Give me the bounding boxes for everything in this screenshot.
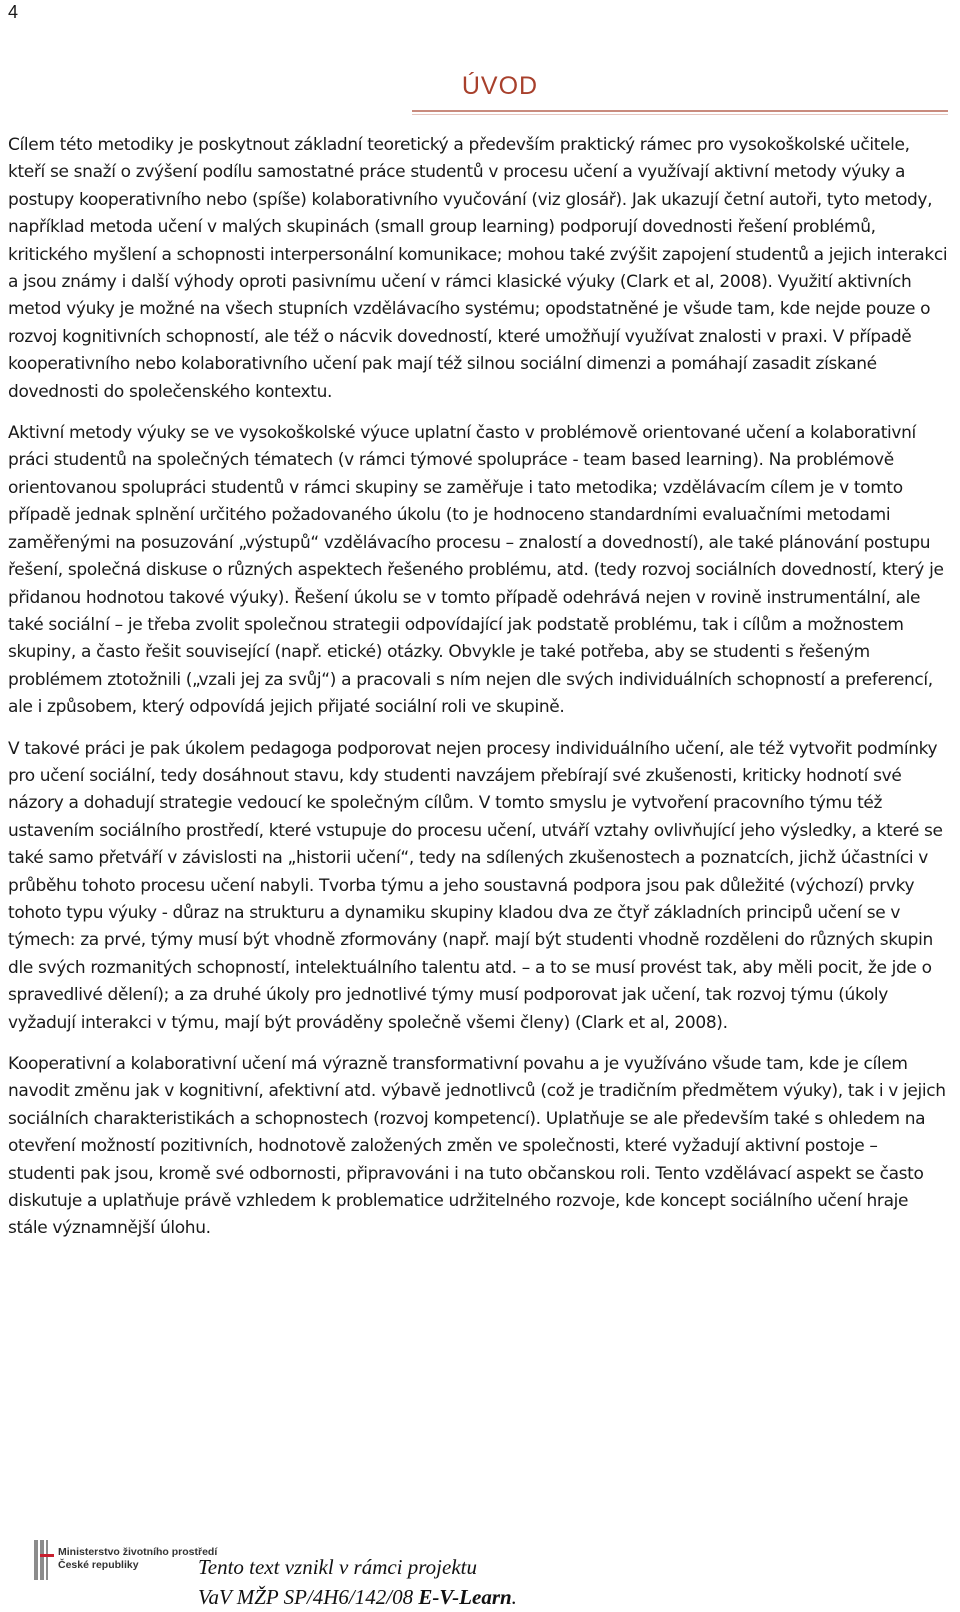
credit-line-1: Tento text vznikl v rámci projektu xyxy=(198,1555,477,1579)
paragraph-1: Cílem této metodiky je poskytnout základní teoretický a především praktický rámec pro vysokoškolské učitele, kteří se snaží o zvýšení podílu samostatné práce studentů v procesu učení a využívají aktivní metody výuky a postupy kooperativního nebo (spíše) kolaborativního vyučování (viz glosář). Jak ukazují četní autoři, tyto metody, například metoda učení v malých skupinách (small group learning) podporují dovednosti řešení problémů, kritického myšlení a schopnosti interpersonální komunikace; mohou také zvýšit zapojení studentů a jejich interakci a jsou známy i další výhody oproti pasivnímu učení v rámci klasické výuky (Clark et al, 2008). Využití aktivních metod výuky je možné na všech stupních vzdělávacího systému; opodstatněné je všude tam, kde nejde pouze o rozvoj kognitivních schopností, ale též o nácvik dovedností, které umožňují využívat znalosti v praxi. V případě kooperativního nebo kolaborativního učení pak mají též silnou sociální dimenzi a pomáhají zasadit získané dovednosti do společenského kontextu. xyxy=(8,135,948,402)
paragraph-3: V takové práci je pak úkolem pedagoga podporovat nejen procesy individuálního učení, ale též vytvořit podmínky pro učení sociální, tedy dosáhnout stavu, kdy studenti navzájem přebírají své zkušenosti, kriticky hodnotí své názory a dohadují strategie vedoucí ke společným cílům. V tomto smyslu je vytvoření pracovního týmu též ustavením sociálního prostředí, které vstupuje do procesu učení, utváří vztahy ovlivňující jeho výsledky, a které se také samo přetváří v závislosti na „historii učení“, tedy na sdílených zkušenostech a poznatcích, jichž účastníci v průběhu tohoto procesu učení nabyli. Tvorba týmu a jeho soustavná podpora jsou pak důležité (výchozí) prvky tohoto typu výuky - důraz na strukturu a dynamiku skupiny kladou dva ze čtyř základních principů učení se v týmech: za prvé, týmy musí být vhodně zformovány (např. mají být studenti vhodně rozděleni do různých skupin dle svých rozmanitých schopností, intelektuálního talentu atd. – a to se musí provést tak, aby měli pocit, že jde o spravedlivé dělení); a za druhé úkoly pro jednotlivé týmy musí podporovat jak učení, tak rozvoj týmu (úkoly vyžadují interakci v týmu, mají být prováděny společně všemi členy) (Clark et al, 2008). xyxy=(8,738,943,1033)
page-number: 4 xyxy=(8,2,19,22)
credit-line-2-suffix: . xyxy=(511,1585,517,1609)
paragraph-4: Kooperativní a kolaborativní učení má výrazně transformativní povahu a je využíváno všude tam, kde je cílem navodit změnu jak v kognitivní, afektivní atd. výbavě jednotlivců (což je tradičním předmětem výuky), tak i v jejich sociálních charakteristikách a schopnostech (rozvoj kompetencí). Uplatňuje se ale především také s ohledem na otevření možností pozitivních, hodnotově založených změn ve společnosti, které vyžadují aktivní postoje – studenti pak jsou, kromě své odbornosti, připravováni i na tuto občanskou roli. Tento vzdělávací aspekt se často diskutuje a uplatňuje právě vzhledem k problematice udržitelného rozvoje, kde koncept sociálního učení hraje stále významnější úlohu. xyxy=(8,1054,946,1239)
credit-line-2-prefix: VaV MŽP SP/4H6/142/08 xyxy=(198,1585,419,1609)
project-credit xyxy=(198,1552,517,1612)
page-title: ÚVOD xyxy=(461,72,539,100)
logo-text-line1: Ministerstvo životního prostředí xyxy=(58,1546,218,1558)
ministry-logo xyxy=(34,1536,218,1596)
logo-text-line2: České republiky xyxy=(58,1559,139,1571)
body-text xyxy=(8,132,948,1257)
credit-line-2 xyxy=(198,1582,517,1612)
paragraph-2: Aktivní metody výuky se ve vysokoškolské výuce uplatní často v problémově orientované učení a kolaborativní práci studentů na společných tématech (v rámci týmové spolupráce - team based learning). Na problémově orientovanou spolupráci studentů v rámci skupiny se zaměřuje i tato metodika; vzdělávacím cílem je v tomto případě jednak splnění určitého požadovaného úkolu (to je hodnoceno standardními evaluačními metodami zaměřenými na posuzování „výstupů“ vzdělávacího procesu – znalostí a dovedností), ale také plánování postupu řešení, společná diskuse o různých aspektech řešeného problému, atd. (tedy rozvoj sociálních dovedností, který je přidanou hodnotou takové výuky). Řešení úkolu se v tomto případě odehrává nejen v rovině instrumentální, ale také sociální – je třeba zvolit společnou strategii odpovídající jak podstatě problému, tak i cílům a možnostem skupiny, a často řešit související (např. etické) otázky. Obvykle je také potřeba, aby se studenti s řešeným problémem ztotožnili („vzali jej za svůj“) a pracovali s ním nejen dle svých individuálních schopností a preferencí, ale i způsobem, který odpovídá jejich přijaté sociální roli ve skupině. xyxy=(8,423,944,718)
project-brand: E-V-Learn xyxy=(418,1585,512,1609)
title-underline-thin xyxy=(412,114,948,115)
title-underline xyxy=(412,110,948,112)
